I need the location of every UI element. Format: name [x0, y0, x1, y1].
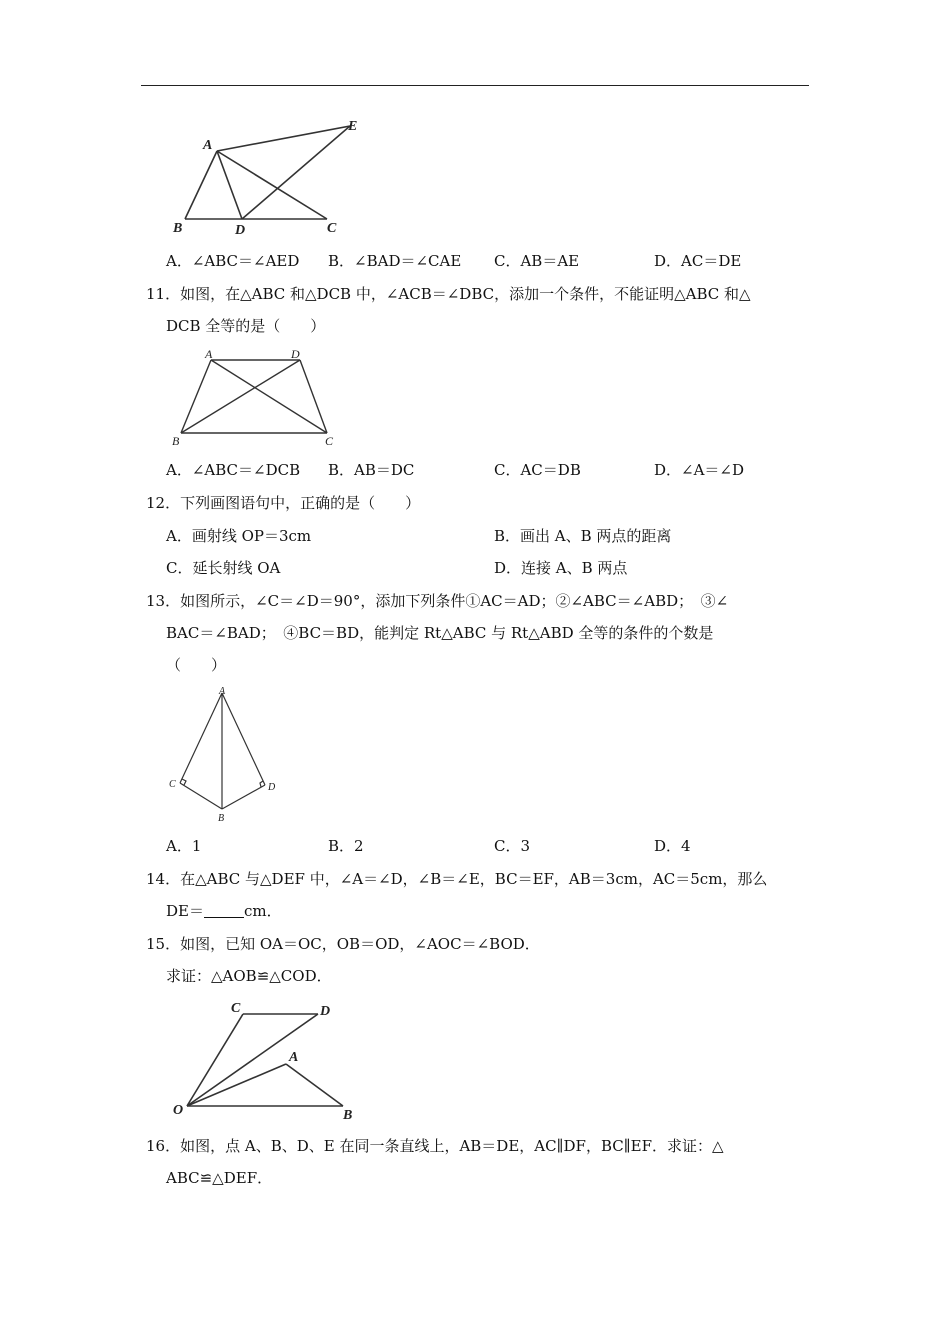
q10-label-d: D — [235, 223, 246, 238]
q11-label-d: D — [291, 347, 300, 361]
q11-option-d: D．∠A＝∠D — [654, 461, 745, 479]
q10-label-c: C — [327, 221, 337, 236]
q15-stem-line1: 15．如图，已知 OA＝OC，OB＝OD，∠AOC＝∠BOD． — [146, 935, 540, 953]
q10-label-e: E — [348, 119, 358, 134]
q13-option-a: A．1 — [166, 837, 202, 855]
q11-label-a: A — [205, 347, 213, 361]
q11-stem-line1: 11．如图，在△ABC 和△DCB 中，∠ACB＝∠DBC，添加一个条件，不能证明△ABC 和△ — [146, 285, 751, 303]
q13-stem-line3: （ ） — [166, 656, 227, 674]
q10-option-c: C．AB＝AE — [494, 252, 580, 270]
q15-stem-line2: 求证：△AOB≌△COD． — [166, 967, 332, 985]
q14-line2-prefix: DE＝ — [166, 902, 204, 920]
q10-label-a: A — [203, 138, 213, 153]
q15-figure — [165, 995, 365, 1125]
q13-label-d: D — [268, 782, 276, 793]
q12-option-b: B．画出 A、B 两点的距离 — [494, 527, 672, 545]
q13-label-b: B — [218, 813, 225, 824]
q10-option-a: A．∠ABC＝∠AED — [166, 252, 300, 270]
q13-label-a: A — [219, 686, 226, 697]
q11-option-c: C．AC＝DB — [494, 461, 581, 479]
header-rule — [141, 85, 809, 86]
q13-label-c: C — [169, 779, 176, 790]
q10-figure — [165, 112, 375, 237]
q11-option-b: B．AB＝DC — [328, 461, 415, 479]
q13-option-b: B．2 — [328, 837, 364, 855]
q11-figure — [165, 345, 345, 450]
q12-stem-line1: 12．下列画图语句中，正确的是（ ） — [146, 494, 421, 512]
q15-label-c: C — [231, 1001, 241, 1016]
q10-option-b: B．∠BAD＝∠CAE — [328, 252, 462, 270]
q11-option-a: A．∠ABC＝∠DCB — [166, 461, 301, 479]
q13-option-c: C．3 — [494, 837, 531, 855]
q13-stem-line1: 13．如图所示，∠C＝∠D＝90°，添加下列条件①AC＝AD；②∠ABC＝∠ABD； ③∠ — [146, 592, 729, 610]
q13-option-d: D．4 — [654, 837, 691, 855]
q12-option-d: D．连接 A、B 两点 — [494, 559, 628, 577]
q14-answer-blank[interactable] — [204, 902, 244, 918]
q11-label-b: B — [172, 434, 180, 448]
q10-option-d: D．AC＝DE — [654, 252, 742, 270]
q14-line2-suffix: cm． — [243, 902, 282, 920]
q15-label-d: D — [320, 1004, 331, 1019]
q15-label-a: A — [289, 1050, 299, 1065]
q12-option-a: A．画射线 OP＝3cm — [166, 527, 312, 545]
q15-label-o: O — [173, 1103, 184, 1118]
q11-label-c: C — [325, 434, 334, 448]
q10-label-b: B — [173, 221, 183, 236]
q13-stem-line2: BAC＝∠BAD； ④BC＝BD，能判定 Rt△ABC 与 Rt△ABD 全等的条件的个数是 — [166, 624, 714, 642]
q11-stem-line2: DCB 全等的是（ ） — [166, 317, 326, 335]
q16-stem-line1: 16．如图，点 A、B、D、E 在同一条直线上，AB＝DE，AC∥DF，BC∥EF．求证：△ — [146, 1137, 724, 1155]
q16-stem-line2: ABC≌△DEF． — [166, 1169, 273, 1187]
q14-stem-line1: 14．在△ABC 与△DEF 中，∠A＝∠D，∠B＝∠E，BC＝EF，AB＝3cm，AC＝5cm，那么 — [146, 870, 768, 888]
q14-stem-line2 — [166, 901, 282, 921]
q13-figure — [165, 683, 285, 828]
q12-option-c: C．延长射线 OA — [166, 559, 281, 577]
q15-label-b: B — [343, 1108, 353, 1123]
